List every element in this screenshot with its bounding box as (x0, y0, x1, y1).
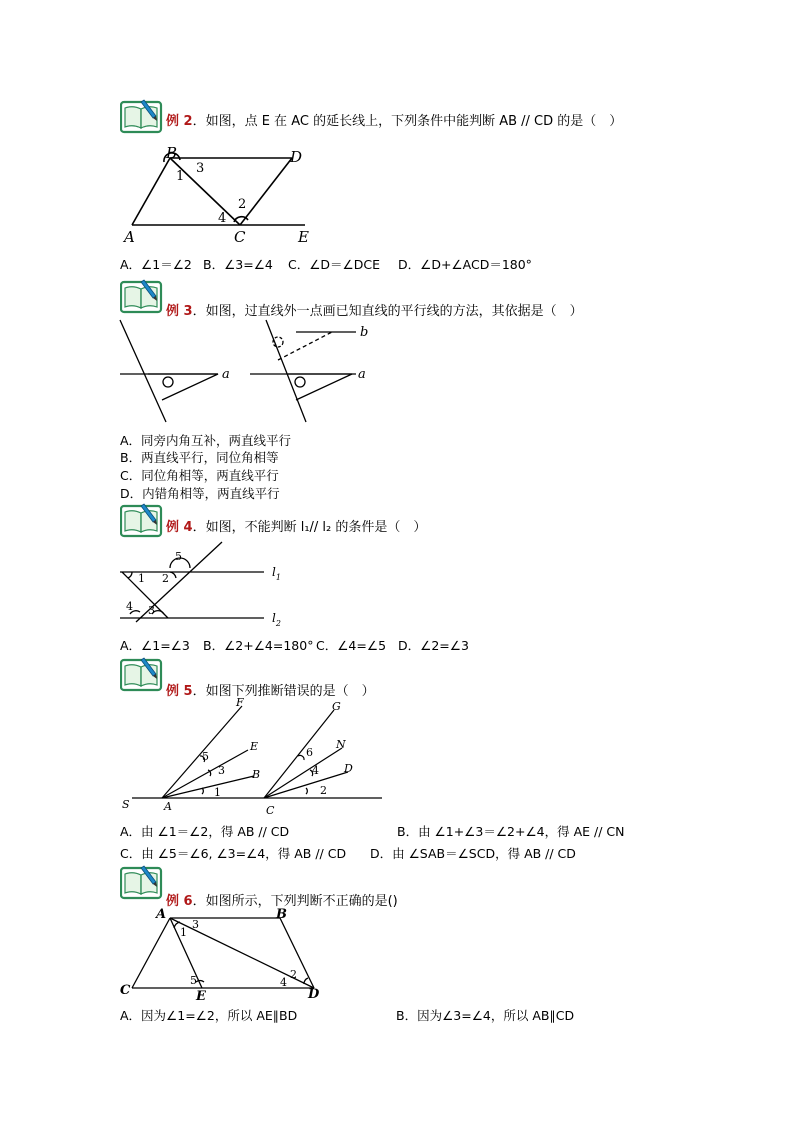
angle-label: 1 (176, 169, 185, 184)
angle-label: 2 (320, 784, 327, 797)
book-pencil-icon (120, 278, 164, 314)
question-text: ．如图所示，下列判断不正确的是() (192, 894, 398, 909)
point-label: G (332, 700, 341, 713)
book-pencil-icon (120, 864, 164, 900)
option-d: D．∠D+∠ACD＝180° (398, 257, 532, 272)
option-c: C．∠4=∠5 (316, 638, 387, 653)
angle-label: 6 (306, 746, 313, 759)
point-label: S (122, 798, 130, 811)
point-label: F (236, 696, 244, 709)
example-label: 例 3 (166, 304, 193, 319)
option-b: B．∠2+∠4=180° (203, 638, 314, 653)
angle-label: 5 (190, 974, 197, 987)
book-pencil-icon (120, 656, 164, 692)
question-text: ．如图下列推断错误的是（ ） (192, 684, 375, 699)
point-label: D (344, 762, 353, 775)
option-c: C．∠D＝∠DCE (288, 257, 381, 272)
option-b: B．由 ∠1+∠3＝∠2+∠4，得 AE // CN (397, 824, 625, 839)
angle-label: 4 (218, 211, 227, 226)
option-a: A．∠1=∠3 (120, 638, 190, 653)
point-label: A (164, 800, 172, 813)
point-label: D (290, 148, 303, 166)
option-b: B．∠3=∠4 (203, 257, 273, 272)
question-text: ．如图，点 E 在 AC 的延长线上，下列条件中能判断 AB // CD 的是（ ） (192, 114, 623, 129)
option-d: D．由 ∠SAB＝∠SCD，得 AB // CD (370, 846, 576, 861)
angle-label: 3 (196, 161, 205, 176)
angle-label: 4 (126, 600, 133, 613)
angle-label: 1 (214, 786, 221, 799)
point-label: D (308, 987, 320, 1002)
figure-ex6 (118, 906, 328, 1006)
book-pencil-icon (120, 98, 164, 134)
angle-label: 1 (138, 572, 145, 585)
line-label: l (272, 565, 276, 579)
point-label: A (156, 907, 167, 922)
figure-ex4 (118, 540, 298, 630)
angle-label: 2 (162, 572, 169, 585)
point-label: A (124, 228, 135, 246)
angle-label: 4 (280, 976, 287, 989)
line-label: l (272, 611, 276, 625)
question-text: ．如图，不能判断 l₁// l₂ 的条件是（ ） (192, 520, 427, 535)
angle-label: 5 (202, 750, 209, 763)
figure-ex2 (120, 146, 320, 246)
svg-text:l2 (272, 611, 281, 628)
point-label: C (234, 228, 246, 246)
angle-label: 5 (175, 550, 182, 563)
option-a: A．同旁内角互补，两直线平行 (120, 433, 292, 448)
point-label: B (166, 146, 178, 162)
angle-label: 4 (312, 764, 319, 777)
example-2-question (166, 110, 622, 129)
angle-label: 3 (218, 764, 225, 777)
option-c: C．同位角相等，两直线平行 (120, 468, 279, 483)
line-label-sub: 2 (275, 619, 281, 628)
point-label: E (250, 740, 259, 753)
line-label: b (360, 325, 369, 340)
angle-label: 3 (192, 918, 199, 931)
point-label: E (196, 989, 206, 1004)
example-4-question (166, 516, 426, 535)
point-label: B (252, 768, 261, 781)
point-label: C (266, 804, 275, 817)
option-b: B．两直线平行，同位角相等 (120, 450, 279, 465)
option-d: D．内错角相等，两直线平行 (120, 486, 280, 501)
option-a: A．由 ∠1＝∠2，得 AB // CD (120, 824, 290, 839)
line-label: a (222, 367, 230, 382)
angle-label: 1 (180, 926, 187, 939)
option-d: D．∠2=∠3 (398, 638, 469, 653)
option-a: A．因为∠1=∠2，所以 AE∥BD (120, 1008, 298, 1023)
angle-label: 3 (148, 604, 155, 617)
book-pencil-icon (120, 502, 164, 538)
example-3-question (166, 300, 583, 319)
example-label: 例 2 (166, 114, 193, 129)
figure-ex3 (118, 318, 378, 428)
svg-text:l1 (272, 565, 281, 582)
option-b: B．因为∠3=∠4，所以 AB∥CD (396, 1008, 575, 1023)
question-text: ．如图，过直线外一点画已知直线的平行线的方法，其依据是（ ） (192, 304, 583, 319)
line-label: a (358, 367, 366, 382)
angle-label: 2 (238, 197, 247, 212)
point-label: E (298, 228, 309, 246)
example-label: 例 6 (166, 894, 193, 909)
point-label: N (336, 738, 346, 751)
example-label: 例 5 (166, 684, 193, 699)
angle-label: 2 (290, 968, 297, 981)
point-label: C (120, 983, 131, 998)
point-label: B (276, 907, 287, 922)
option-a: A．∠1＝∠2 (120, 257, 192, 272)
line-label-sub: 1 (275, 573, 281, 582)
example-label: 例 4 (166, 520, 193, 535)
option-c: C．由 ∠5＝∠6, ∠3=∠4，得 AB // CD (120, 846, 347, 861)
figure-ex5 (118, 696, 388, 820)
